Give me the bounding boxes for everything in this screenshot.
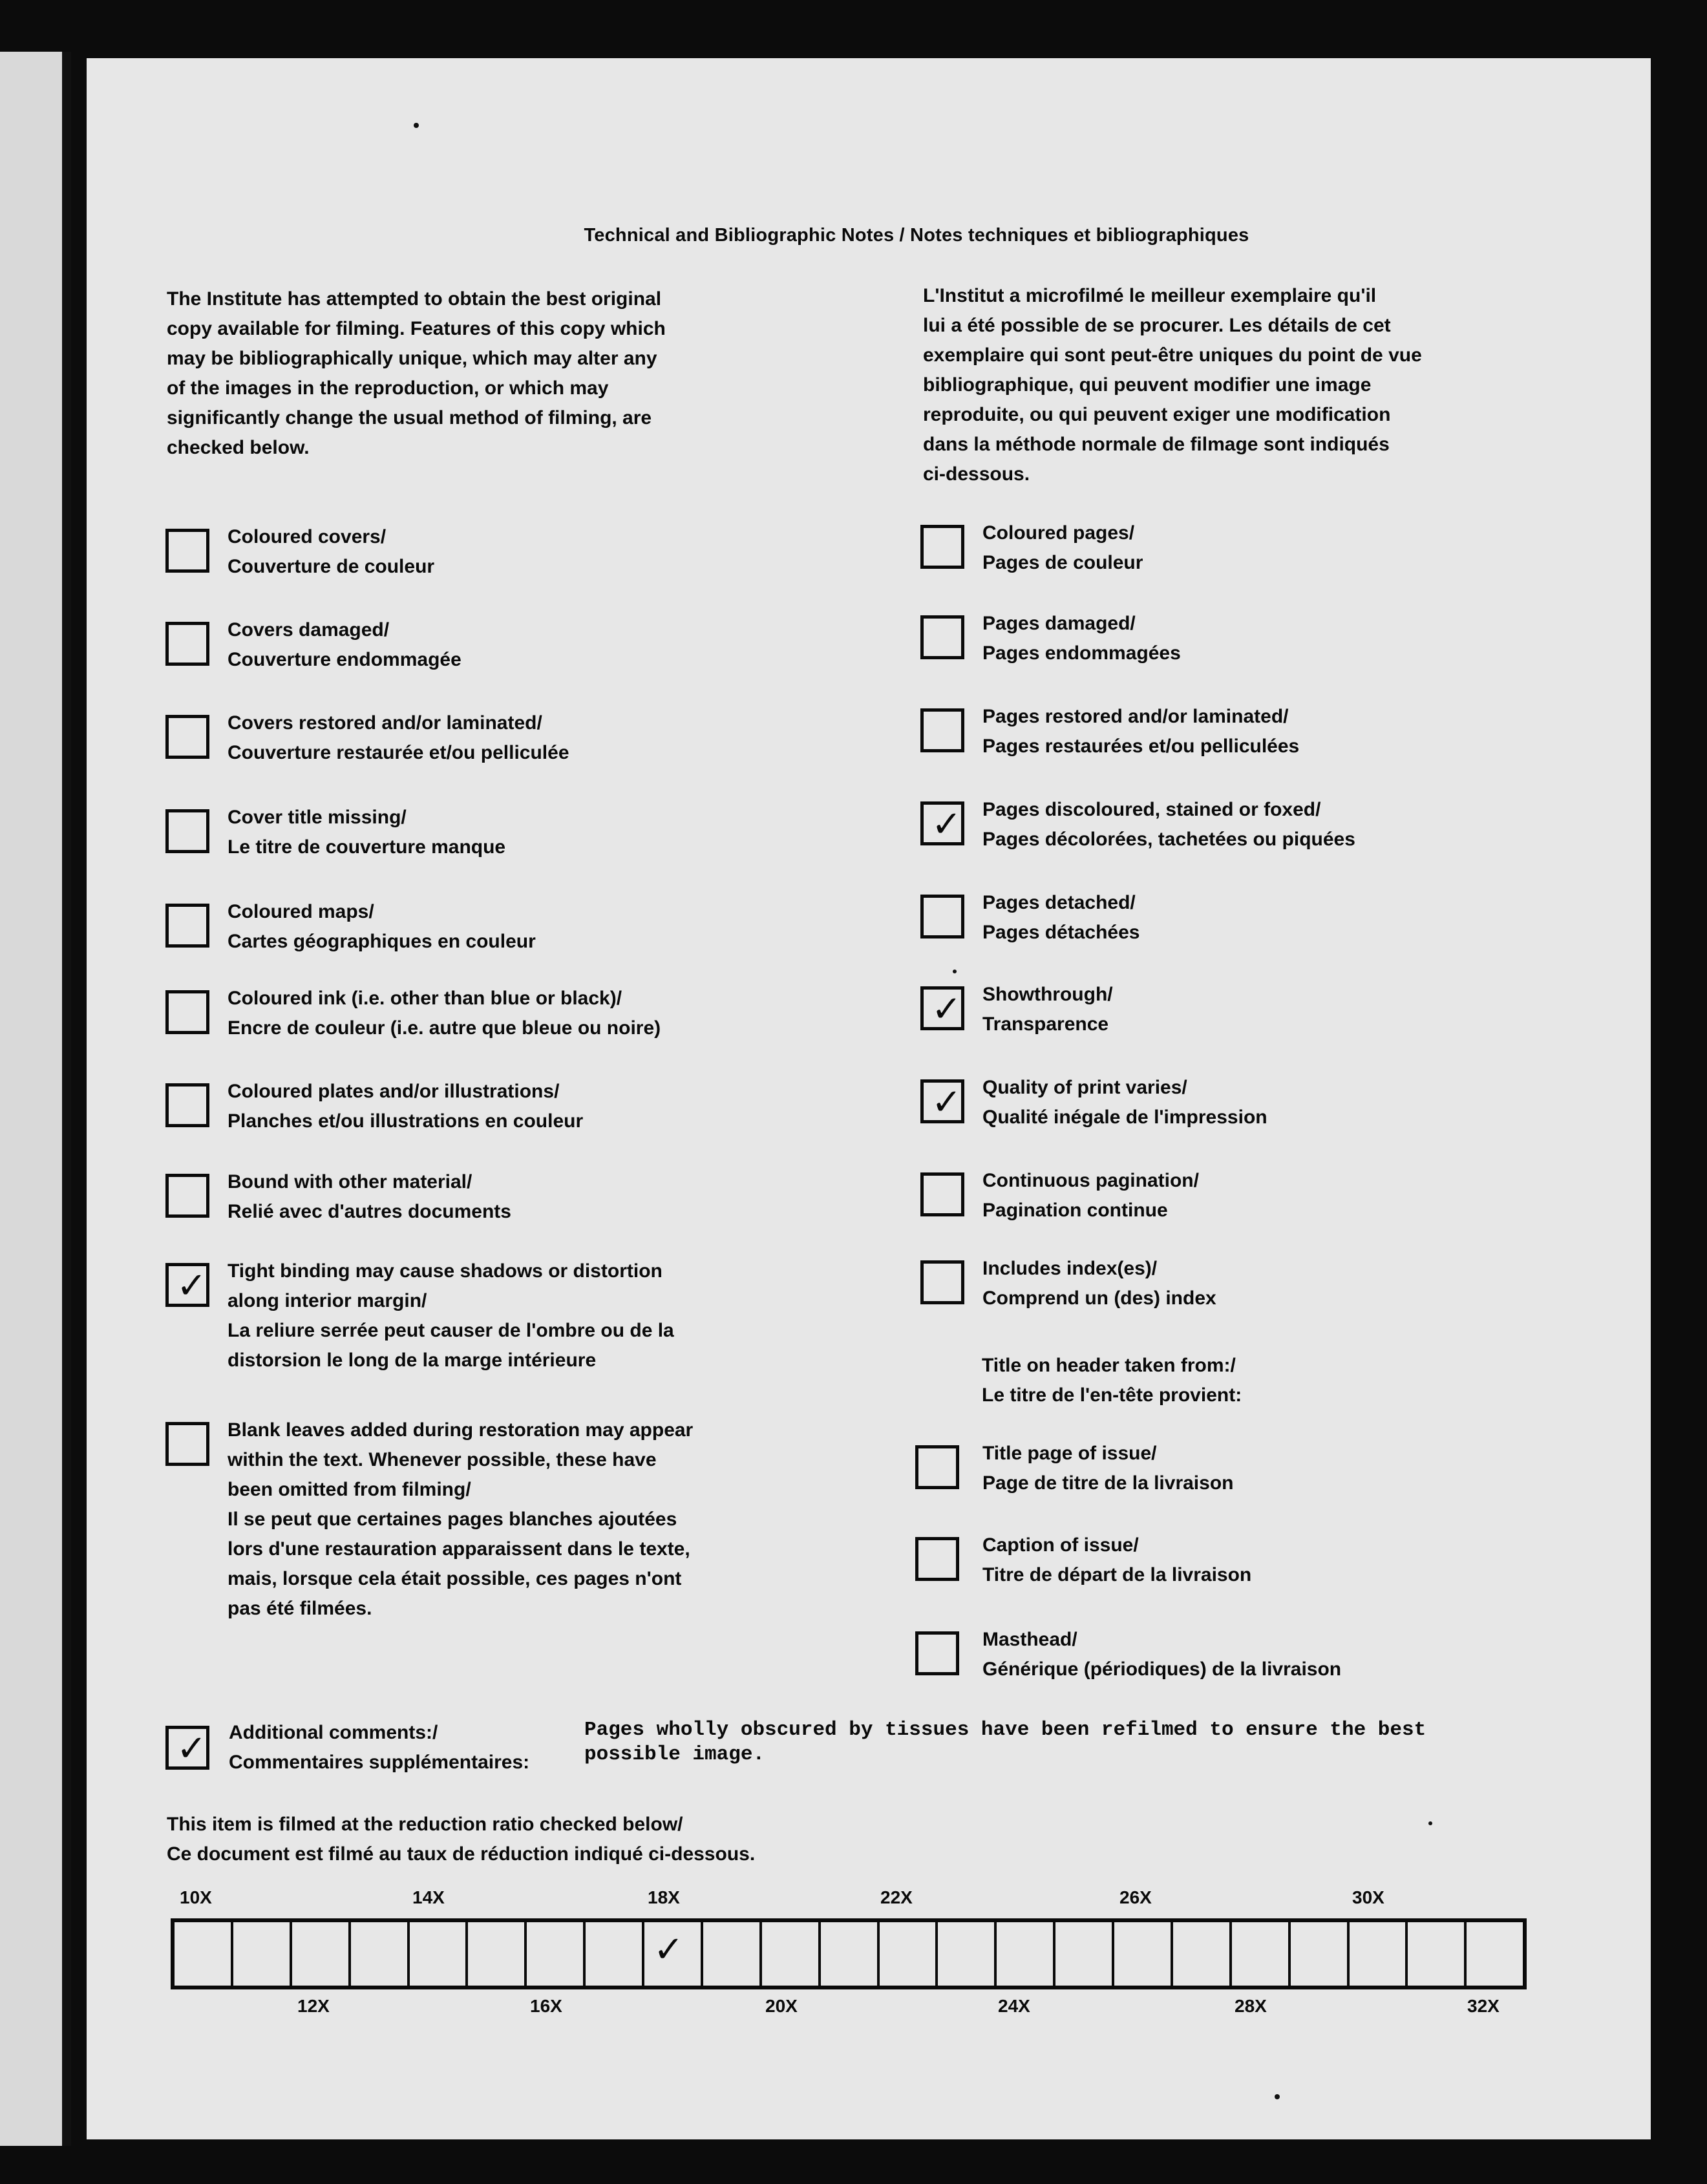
ratio-label: 14X bbox=[412, 1887, 445, 1907]
page-gutter bbox=[62, 52, 71, 2146]
right-item-checkbox-3[interactable] bbox=[920, 801, 964, 845]
ratio-label: 20X bbox=[765, 1996, 798, 2016]
ratio-cell[interactable] bbox=[175, 1922, 233, 1986]
left-item-checkbox-5[interactable] bbox=[165, 990, 209, 1034]
microfilm-target-sheet bbox=[87, 58, 1651, 2139]
ratio-cell[interactable] bbox=[233, 1922, 292, 1986]
left-item-checkbox-4[interactable] bbox=[165, 904, 209, 948]
ratio-cell[interactable] bbox=[703, 1922, 762, 1986]
ratio-label: 16X bbox=[530, 1996, 562, 2016]
right-item-checkbox-0[interactable] bbox=[920, 525, 964, 569]
ratio-cell[interactable] bbox=[1291, 1922, 1350, 1986]
ratio-label: 32X bbox=[1467, 1996, 1500, 2016]
right-item-checkbox-2[interactable] bbox=[920, 708, 964, 752]
ratio-label: 22X bbox=[880, 1887, 913, 1907]
ratio-cell[interactable] bbox=[997, 1922, 1055, 1986]
right-item-label-4: Pages detached/ Pages détachées bbox=[982, 892, 1140, 943]
page-title: Technical and Bibliographic Notes / Notes techniques et bibliographiques bbox=[584, 225, 1249, 246]
right-item-checkbox-7[interactable] bbox=[920, 1172, 964, 1216]
left-item-checkbox-2[interactable] bbox=[165, 715, 209, 759]
speck bbox=[414, 123, 419, 128]
right-item-checkbox-5[interactable] bbox=[920, 986, 964, 1030]
left-item-label-0: Coloured covers/ Couverture de couleur bbox=[228, 526, 435, 577]
ratio-cell[interactable] bbox=[410, 1922, 469, 1986]
ratio-cell[interactable] bbox=[938, 1922, 997, 1986]
issue-item-checkbox-1[interactable] bbox=[915, 1537, 959, 1581]
ratio-cell[interactable] bbox=[1408, 1922, 1467, 1986]
right-item-label-7: Continuous pagination/ Pagination continue bbox=[982, 1170, 1199, 1221]
ratio-cell[interactable] bbox=[527, 1922, 586, 1986]
ratio-label: 18X bbox=[648, 1887, 680, 1907]
left-item-label-2: Covers restored and/or laminated/ Couverture restaurée et/ou pelliculée bbox=[228, 712, 569, 763]
ratio-label: 24X bbox=[998, 1996, 1030, 2016]
issue-item-label-2: Masthead/ Générique (périodiques) de la livraison bbox=[982, 1629, 1342, 1680]
speck bbox=[1275, 2094, 1280, 2099]
ratio-label: 12X bbox=[297, 1996, 330, 2016]
left-item-checkbox-0[interactable] bbox=[165, 529, 209, 573]
issue-item-checkbox-2[interactable] bbox=[915, 1631, 959, 1675]
ratio-label: 30X bbox=[1352, 1887, 1384, 1907]
left-item-checkbox-1[interactable] bbox=[165, 622, 209, 666]
ratio-cell[interactable] bbox=[1114, 1922, 1173, 1986]
additional-comments-checkbox[interactable] bbox=[165, 1726, 209, 1770]
ratio-label: 10X bbox=[180, 1887, 212, 1907]
check-mark-icon: ✓ bbox=[931, 1081, 962, 1122]
check-mark-icon: ✓ bbox=[931, 988, 962, 1029]
right-item-checkbox-4[interactable] bbox=[920, 895, 964, 938]
left-item-label-1: Covers damaged/ Couverture endommagée bbox=[228, 619, 461, 670]
additional-comments-text: Pages wholly obscured by tissues have been refilmed to ensure the best possible image. bbox=[584, 1719, 1426, 1766]
issue-item-label-0: Title page of issue/ Page de titre de la livraison bbox=[982, 1443, 1234, 1494]
left-item-checkbox-7[interactable] bbox=[165, 1174, 209, 1218]
reduction-ratio-scale bbox=[171, 1918, 1527, 1989]
ratio-cell[interactable] bbox=[351, 1922, 410, 1986]
additional-comments-label: Additional comments:/ Commentaires supplémentaires: bbox=[229, 1722, 530, 1773]
ratio-cell[interactable] bbox=[1232, 1922, 1291, 1986]
ratio-cell[interactable] bbox=[1467, 1922, 1523, 1986]
left-item-label-3: Cover title missing/ Le titre de couverture manque bbox=[228, 807, 506, 858]
intro-french: L'Institut a microfilmé le meilleur exemplaire qu'il lui a été possible de se procurer. Les détails de cet exemplaire qui sont peut-être uniques du point de vue bibliographique, qui peuvent modifier une image reproduite, ou qui peuvent exiger une modification dans la méthode normale de filmage sont indiqués ci-dessous. bbox=[923, 285, 1422, 485]
right-item-label-3: Pages discoloured, stained or foxed/ Pages décolorées, tachetées ou piquées bbox=[982, 799, 1355, 850]
right-item-label-2: Pages restored and/or laminated/ Pages restaurées et/ou pelliculées bbox=[982, 706, 1300, 757]
left-item-label-9: Blank leaves added during restoration may appear within the text. Whenever possible, these have been omitted from filming/ Il se peut que certaines pages blanches ajoutées lors d'une restauration apparaissent dans le texte, mais, lorsque cela était possible, ces pages n'ont pas été filmées. bbox=[228, 1419, 694, 1619]
left-item-checkbox-6[interactable] bbox=[165, 1083, 209, 1127]
header-title-note: Title on header taken from:/ Le titre de l'en-tête provient: bbox=[982, 1355, 1242, 1406]
adjacent-page-edge bbox=[0, 52, 70, 2146]
ratio-label: 28X bbox=[1235, 1996, 1267, 2016]
right-item-label-6: Quality of print varies/ Qualité inégale de l'impression bbox=[982, 1077, 1267, 1128]
reduction-ratio-note: This item is filmed at the reduction ratio checked below/ Ce document est filmé au taux de réduction indiqué ci-dessous. bbox=[167, 1814, 756, 1865]
ratio-cell[interactable] bbox=[1173, 1922, 1232, 1986]
right-item-label-0: Coloured pages/ Pages de couleur bbox=[982, 522, 1143, 573]
ratio-cell[interactable] bbox=[468, 1922, 527, 1986]
left-item-label-5: Coloured ink (i.e. other than blue or black)/ Encre de couleur (i.e. autre que bleue ou noire) bbox=[228, 988, 661, 1039]
ratio-label: 26X bbox=[1119, 1887, 1152, 1907]
ratio-cell[interactable] bbox=[644, 1922, 703, 1986]
left-item-label-6: Coloured plates and/or illustrations/ Planches et/ou illustrations en couleur bbox=[228, 1081, 584, 1132]
left-item-label-4: Coloured maps/ Cartes géographiques en couleur bbox=[228, 901, 536, 952]
left-item-label-7: Bound with other material/ Relié avec d'autres documents bbox=[228, 1171, 511, 1222]
speck bbox=[953, 970, 957, 973]
check-mark-icon: ✓ bbox=[176, 1728, 207, 1768]
right-item-checkbox-8[interactable] bbox=[920, 1260, 964, 1304]
issue-item-checkbox-0[interactable] bbox=[915, 1445, 959, 1489]
left-item-label-8: Tight binding may cause shadows or distortion along interior margin/ La reliure serrée peut causer de l'ombre ou de la distorsion le long de la marge intérieure bbox=[228, 1260, 674, 1371]
ratio-cell[interactable] bbox=[880, 1922, 938, 1986]
right-item-label-5: Showthrough/ Transparence bbox=[982, 984, 1113, 1035]
ratio-cell[interactable] bbox=[821, 1922, 880, 1986]
right-item-label-8: Includes index(es)/ Comprend un (des) index bbox=[982, 1258, 1216, 1309]
ratio-cell[interactable] bbox=[762, 1922, 821, 1986]
left-item-checkbox-3[interactable] bbox=[165, 809, 209, 853]
ratio-cell[interactable] bbox=[586, 1922, 644, 1986]
right-item-checkbox-1[interactable] bbox=[920, 615, 964, 659]
left-item-checkbox-9[interactable] bbox=[165, 1422, 209, 1466]
speck bbox=[1428, 1821, 1432, 1825]
left-item-checkbox-8[interactable] bbox=[165, 1263, 209, 1307]
check-mark-icon: ✓ bbox=[176, 1265, 207, 1306]
intro-english: The Institute has attempted to obtain the best original copy available for filming. Features of this copy which may be bibliographically unique, which may alter any of the images in the reproduction, or which may significantly change the usual method of filming, are checked below. bbox=[167, 288, 666, 458]
right-item-checkbox-6[interactable] bbox=[920, 1079, 964, 1123]
ratio-cell[interactable] bbox=[292, 1922, 351, 1986]
ratio-cell[interactable] bbox=[1055, 1922, 1114, 1986]
check-mark-icon: ✓ bbox=[931, 803, 962, 844]
issue-item-label-1: Caption of issue/ Titre de départ de la livraison bbox=[982, 1534, 1252, 1585]
right-item-label-1: Pages damaged/ Pages endommagées bbox=[982, 613, 1181, 664]
ratio-cell[interactable] bbox=[1350, 1922, 1408, 1986]
check-mark-icon: ✓ bbox=[653, 1929, 684, 1969]
